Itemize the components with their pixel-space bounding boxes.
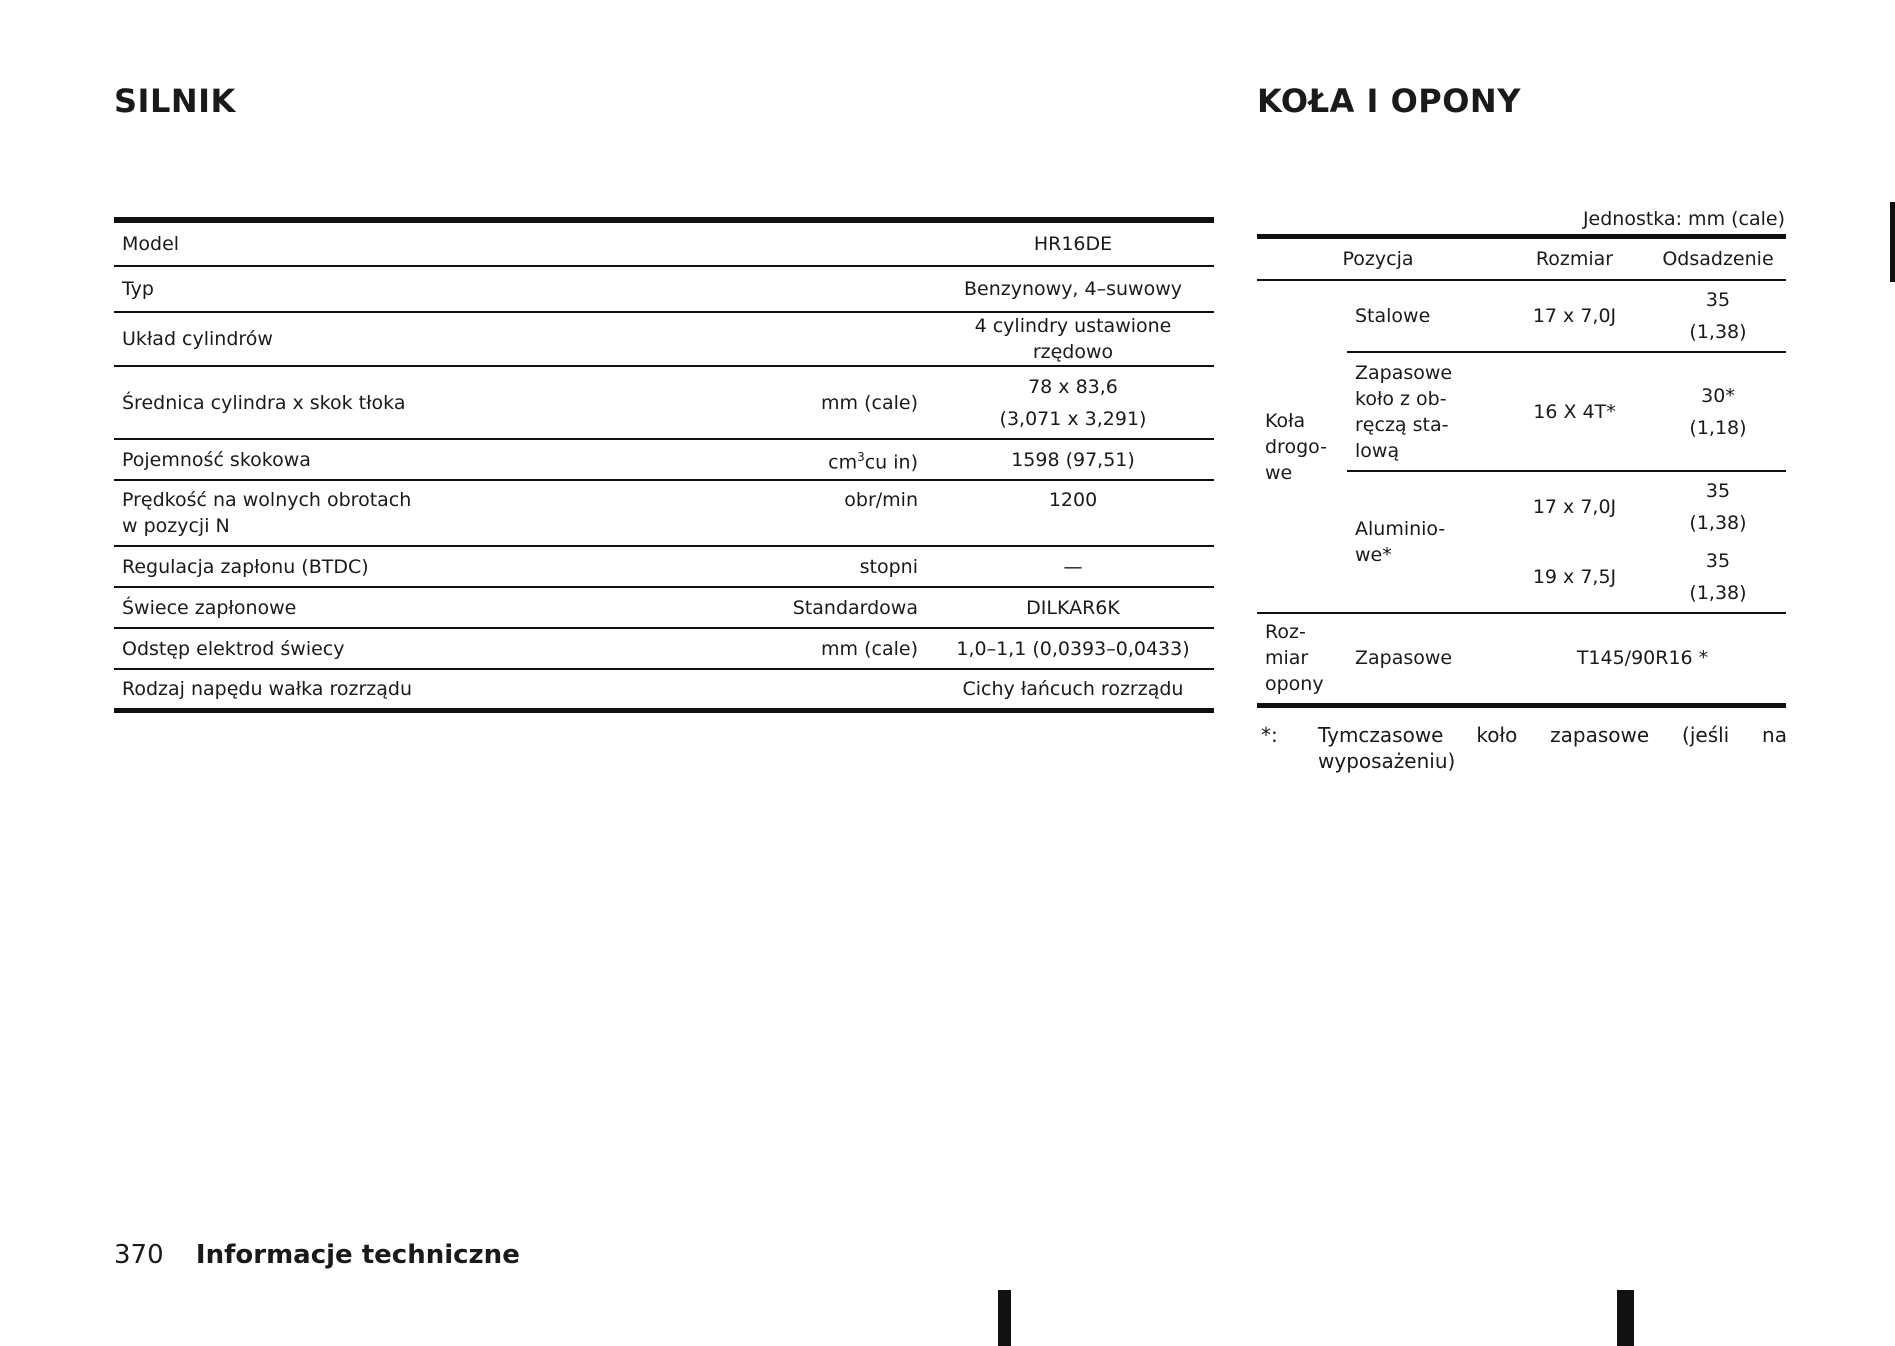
wheel-offset <box>1650 280 1786 352</box>
wheel-type-label <box>1347 471 1499 613</box>
label-line: Zapasowe <box>1355 361 1453 384</box>
row-unit <box>640 266 932 312</box>
row-value-line: (3,071 x 3,291) <box>999 407 1147 430</box>
row-value: Cichy łańcuch rozrządu <box>962 677 1184 700</box>
row-label: Model <box>114 220 640 266</box>
wheel-size: 16 X 4T* <box>1499 352 1650 471</box>
table-header-row <box>1257 237 1786 281</box>
table-row <box>114 587 1214 628</box>
label-line: we* <box>1355 544 1392 566</box>
wheel-size: 17 x 7,0J <box>1532 496 1617 518</box>
engine-spec-table <box>114 217 1214 713</box>
row-label-line: Prędkość na wolnych obrotach <box>122 489 412 511</box>
group-label-line: we <box>1265 461 1293 484</box>
thumb-index-mark <box>1890 202 1895 282</box>
label-line: ręczą sta- <box>1355 413 1449 436</box>
row-value: DILKAR6K <box>932 587 1214 628</box>
offset-value: 30* <box>1701 384 1735 407</box>
row-label: Średnica cylindra x skok tłoka <box>114 366 640 439</box>
unit-text: cu in) <box>864 451 918 474</box>
unit-superscript: 3 <box>857 449 865 464</box>
offset-value-inch: (1,38) <box>1689 582 1747 604</box>
wheel-size: 19 x 7,5J <box>1499 542 1650 613</box>
page-footer <box>114 1240 520 1270</box>
row-label: Pojemność skokowa <box>114 439 640 480</box>
group-label-tire-size <box>1257 613 1347 705</box>
footnote-mark: *: <box>1261 723 1278 747</box>
table-row <box>1257 280 1786 352</box>
wheels-section-title: KOŁA I OPONY <box>1257 82 1521 120</box>
table-row <box>114 669 1214 710</box>
table-row <box>114 312 1214 366</box>
row-value <box>932 366 1214 439</box>
wheel-offset <box>1650 352 1786 471</box>
row-value: 1598 (97,51) <box>932 439 1214 480</box>
section-name: Informacje techniczne <box>195 1240 520 1270</box>
footnote <box>1261 722 1787 774</box>
group-label-line: drogo- <box>1265 435 1327 458</box>
row-value: — <box>932 546 1214 587</box>
offset-value: 35 <box>1705 550 1731 572</box>
thumb-index-mark <box>1617 1290 1634 1346</box>
row-unit <box>640 439 932 480</box>
row-label-line: w pozycji N <box>122 515 230 537</box>
page-number: 370 <box>114 1240 164 1270</box>
unit-note: Jednostka: mm (cale) <box>1582 208 1785 230</box>
row-label: Świece zapłonowe <box>114 587 640 628</box>
wheel-type-label: Stalowe <box>1347 280 1499 352</box>
row-unit <box>640 669 932 710</box>
row-label: Układ cylindrów <box>114 312 640 366</box>
row-label: Typ <box>114 266 640 312</box>
group-label-road-wheels <box>1257 280 1347 613</box>
table-row <box>114 220 1214 266</box>
row-value: 1200 <box>932 480 1214 546</box>
offset-value: 35 <box>1705 480 1731 502</box>
wheel-offset <box>1650 542 1786 613</box>
thumb-index-mark <box>998 1290 1011 1346</box>
group-label-line: Roz- <box>1265 621 1306 644</box>
column-header-size: Rozmiar <box>1499 237 1650 281</box>
wheel-size: 17 x 7,0J <box>1499 280 1650 352</box>
offset-value-inch: (1,38) <box>1689 512 1747 534</box>
wheel-offset <box>1650 471 1786 542</box>
row-unit: mm (cale) <box>640 366 932 439</box>
footnote-text: Tymczasowe koło zapasowe (jeśli na wyposażeniu) <box>1318 723 1787 773</box>
group-label-line: miar <box>1265 647 1309 670</box>
offset-value-inch: (1,18) <box>1689 416 1747 439</box>
row-label <box>114 480 640 546</box>
engine-section-title: SILNIK <box>114 82 236 120</box>
label-line: lową <box>1355 439 1400 462</box>
row-unit: obr/min <box>640 480 932 546</box>
group-label-line: opony <box>1265 673 1324 696</box>
row-label: Rodzaj napędu wałka rozrządu <box>122 677 413 700</box>
tire-type-label: Zapasowe <box>1355 647 1453 670</box>
row-value: 4 cylindry ustawione rzędowo <box>932 312 1214 366</box>
column-header-offset: Odsadzenie <box>1650 237 1786 281</box>
row-value: Benzynowy, 4–suwowy <box>932 266 1214 312</box>
row-unit <box>640 312 932 366</box>
offset-value: 35 <box>1705 289 1731 311</box>
row-unit: Standardowa <box>640 587 932 628</box>
table-row <box>114 480 1214 546</box>
label-line: Aluminio- <box>1355 518 1446 540</box>
unit-text: cm <box>828 451 858 474</box>
wheels-tires-table <box>1257 234 1786 708</box>
row-value: HR16DE <box>932 220 1214 266</box>
label-line: koło z ob- <box>1355 387 1447 410</box>
group-label-line: Koła <box>1265 409 1306 432</box>
row-value: 1,0–1,1 (0,0393–0,0433) <box>932 628 1214 669</box>
table-row <box>1257 613 1786 705</box>
row-label: Odstęp elektrod świecy <box>114 628 640 669</box>
tire-size: T145/90R16 * <box>1576 647 1709 670</box>
table-row <box>114 366 1214 439</box>
row-unit <box>640 220 932 266</box>
row-unit: mm (cale) <box>640 628 932 669</box>
table-row <box>114 628 1214 669</box>
row-unit: stopni <box>640 546 932 587</box>
table-row <box>114 439 1214 480</box>
table-row <box>114 546 1214 587</box>
column-header-position: Pozycja <box>1257 237 1499 281</box>
offset-value-inch: (1,38) <box>1689 321 1747 343</box>
table-row <box>114 266 1214 312</box>
row-value-line: 78 x 83,6 <box>1028 375 1118 398</box>
row-label: Regulacja zapłonu (BTDC) <box>114 546 640 587</box>
wheel-type-label <box>1347 352 1499 471</box>
